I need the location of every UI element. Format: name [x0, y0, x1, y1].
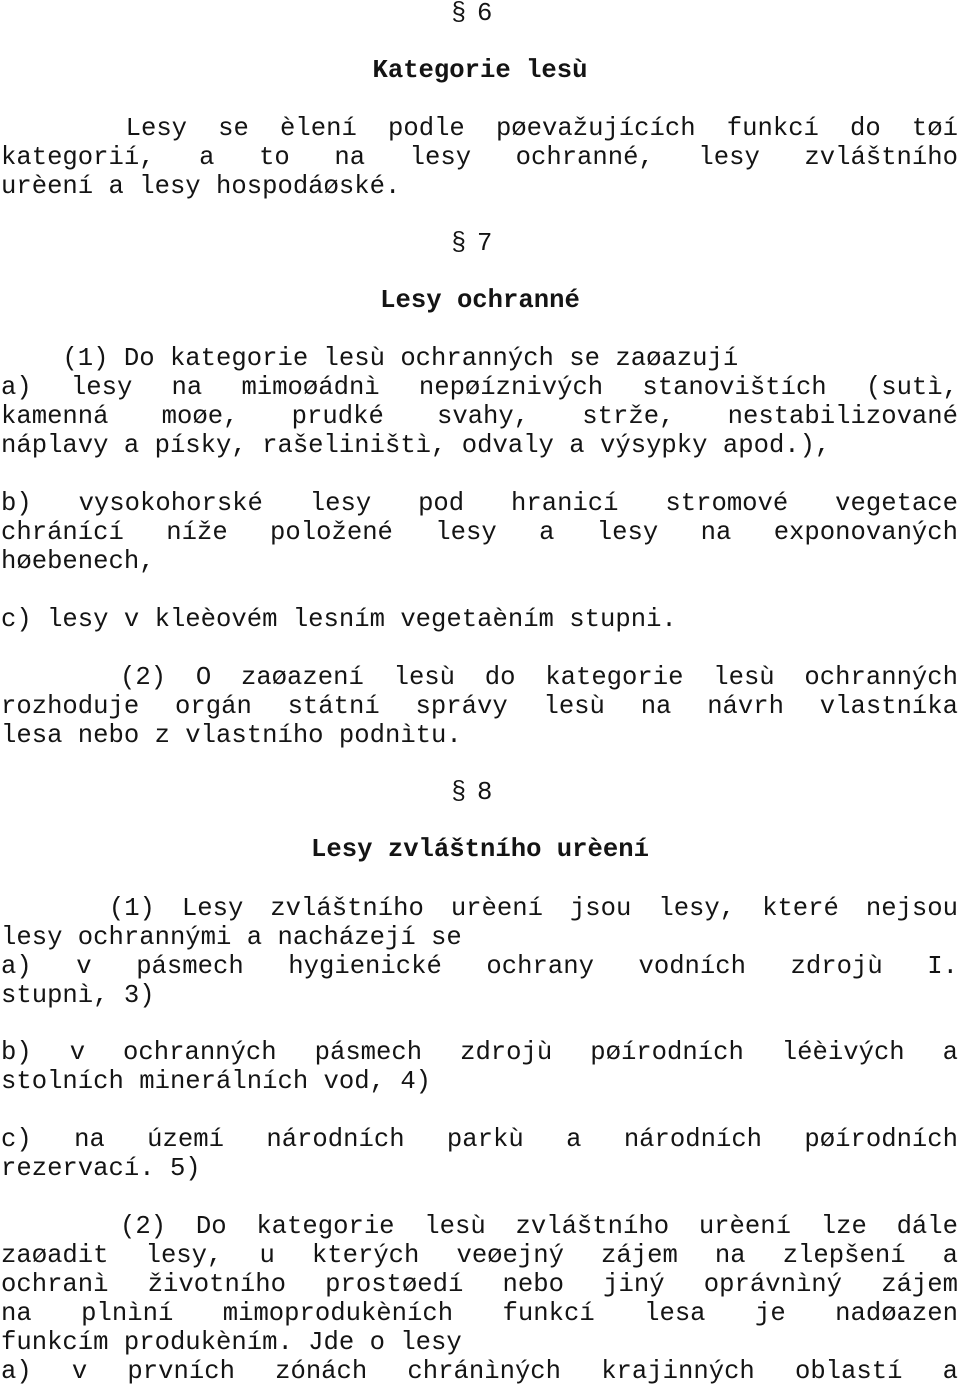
text-line: stupnì, 3): [1, 981, 155, 1010]
text-line: lesa nebo z vlastního podnìtu.: [1, 721, 462, 750]
text-line: urèení a lesy hospodáøské.: [1, 172, 401, 201]
text-line: chránící níže položené lesy a lesy na exponovaných: [1, 518, 958, 547]
section-7-heading: [0, 229, 960, 258]
section-symbol: §: [451, 778, 467, 807]
section-8-heading: [0, 778, 960, 807]
section-7-title: Lesy ochranné: [380, 286, 580, 315]
text-line: (2) Do kategorie lesù zvláštního urèení lze dále: [1, 1212, 958, 1241]
text-line: c) na území národních parkù a národních pøírodních: [1, 1125, 958, 1154]
text-line: a) v pásmech hygienické ochrany vodních zdrojù I.: [1, 952, 958, 981]
text-line: náplavy a písky, rašeliništì, odvaly a výsypky apod.),: [1, 431, 831, 460]
text-line: (1) Do kategorie lesù ochranných se zaøazují: [1, 344, 739, 373]
text-line: na plnìní mimoprodukèních funkcí lesa je nadøazen: [1, 1299, 958, 1328]
text-line: b) v ochranných pásmech zdrojù pøírodních léèivých a: [1, 1038, 958, 1067]
section-6-title: Kategorie lesù: [372, 56, 588, 85]
text-line: ochranì životního prostøedí nebo jiný oprávnìný zájem: [1, 1270, 958, 1299]
section-8-title: Lesy zvláštního urèení: [311, 835, 649, 864]
section-number: 7: [477, 229, 493, 258]
text-line: funkcím produkèním. Jde o lesy: [1, 1328, 462, 1357]
section-number: 8: [477, 778, 493, 807]
text-line: rozhoduje orgán státní správy lesù na návrh vlastníka: [1, 692, 958, 721]
section-symbol: §: [451, 0, 467, 28]
section-symbol: §: [451, 229, 467, 258]
text-line: b) vysokohorské lesy pod hranicí stromové vegetace: [1, 489, 958, 518]
section-6-heading: [0, 0, 960, 28]
text-line: stolních minerálních vod, 4): [1, 1067, 432, 1096]
text-line: høebenech,: [1, 547, 155, 576]
section-number: 6: [477, 0, 493, 28]
text-line: zaøadit lesy, u kterých veøejný zájem na zlepšení a: [1, 1241, 958, 1270]
text-line: lesy ochrannými a nacházejí se: [1, 923, 462, 952]
text-line: kamenná moøe, prudké svahy, strže, nestabilizované: [1, 402, 958, 431]
text-line: a) lesy na mimoøádnì nepøíznivých stanovištích (sutì,: [1, 373, 958, 402]
text-line: (2) O zaøazení lesù do kategorie lesù ochranných: [1, 663, 958, 692]
text-line: a) v prvních zónách chránìných krajinných oblastí a: [1, 1357, 958, 1386]
text-line: rezervací. 5): [1, 1154, 201, 1183]
text-line: (1) Lesy zvláštního urèení jsou lesy, které nejsou: [1, 894, 958, 923]
text-line: Lesy se èlení podle pøevažujících funkcí do tøí: [1, 114, 958, 143]
text-line: c) lesy v kleèovém lesním vegetaèním stupni.: [1, 605, 677, 634]
text-line: kategorií, a to na lesy ochranné, lesy zvláštního: [1, 143, 958, 172]
